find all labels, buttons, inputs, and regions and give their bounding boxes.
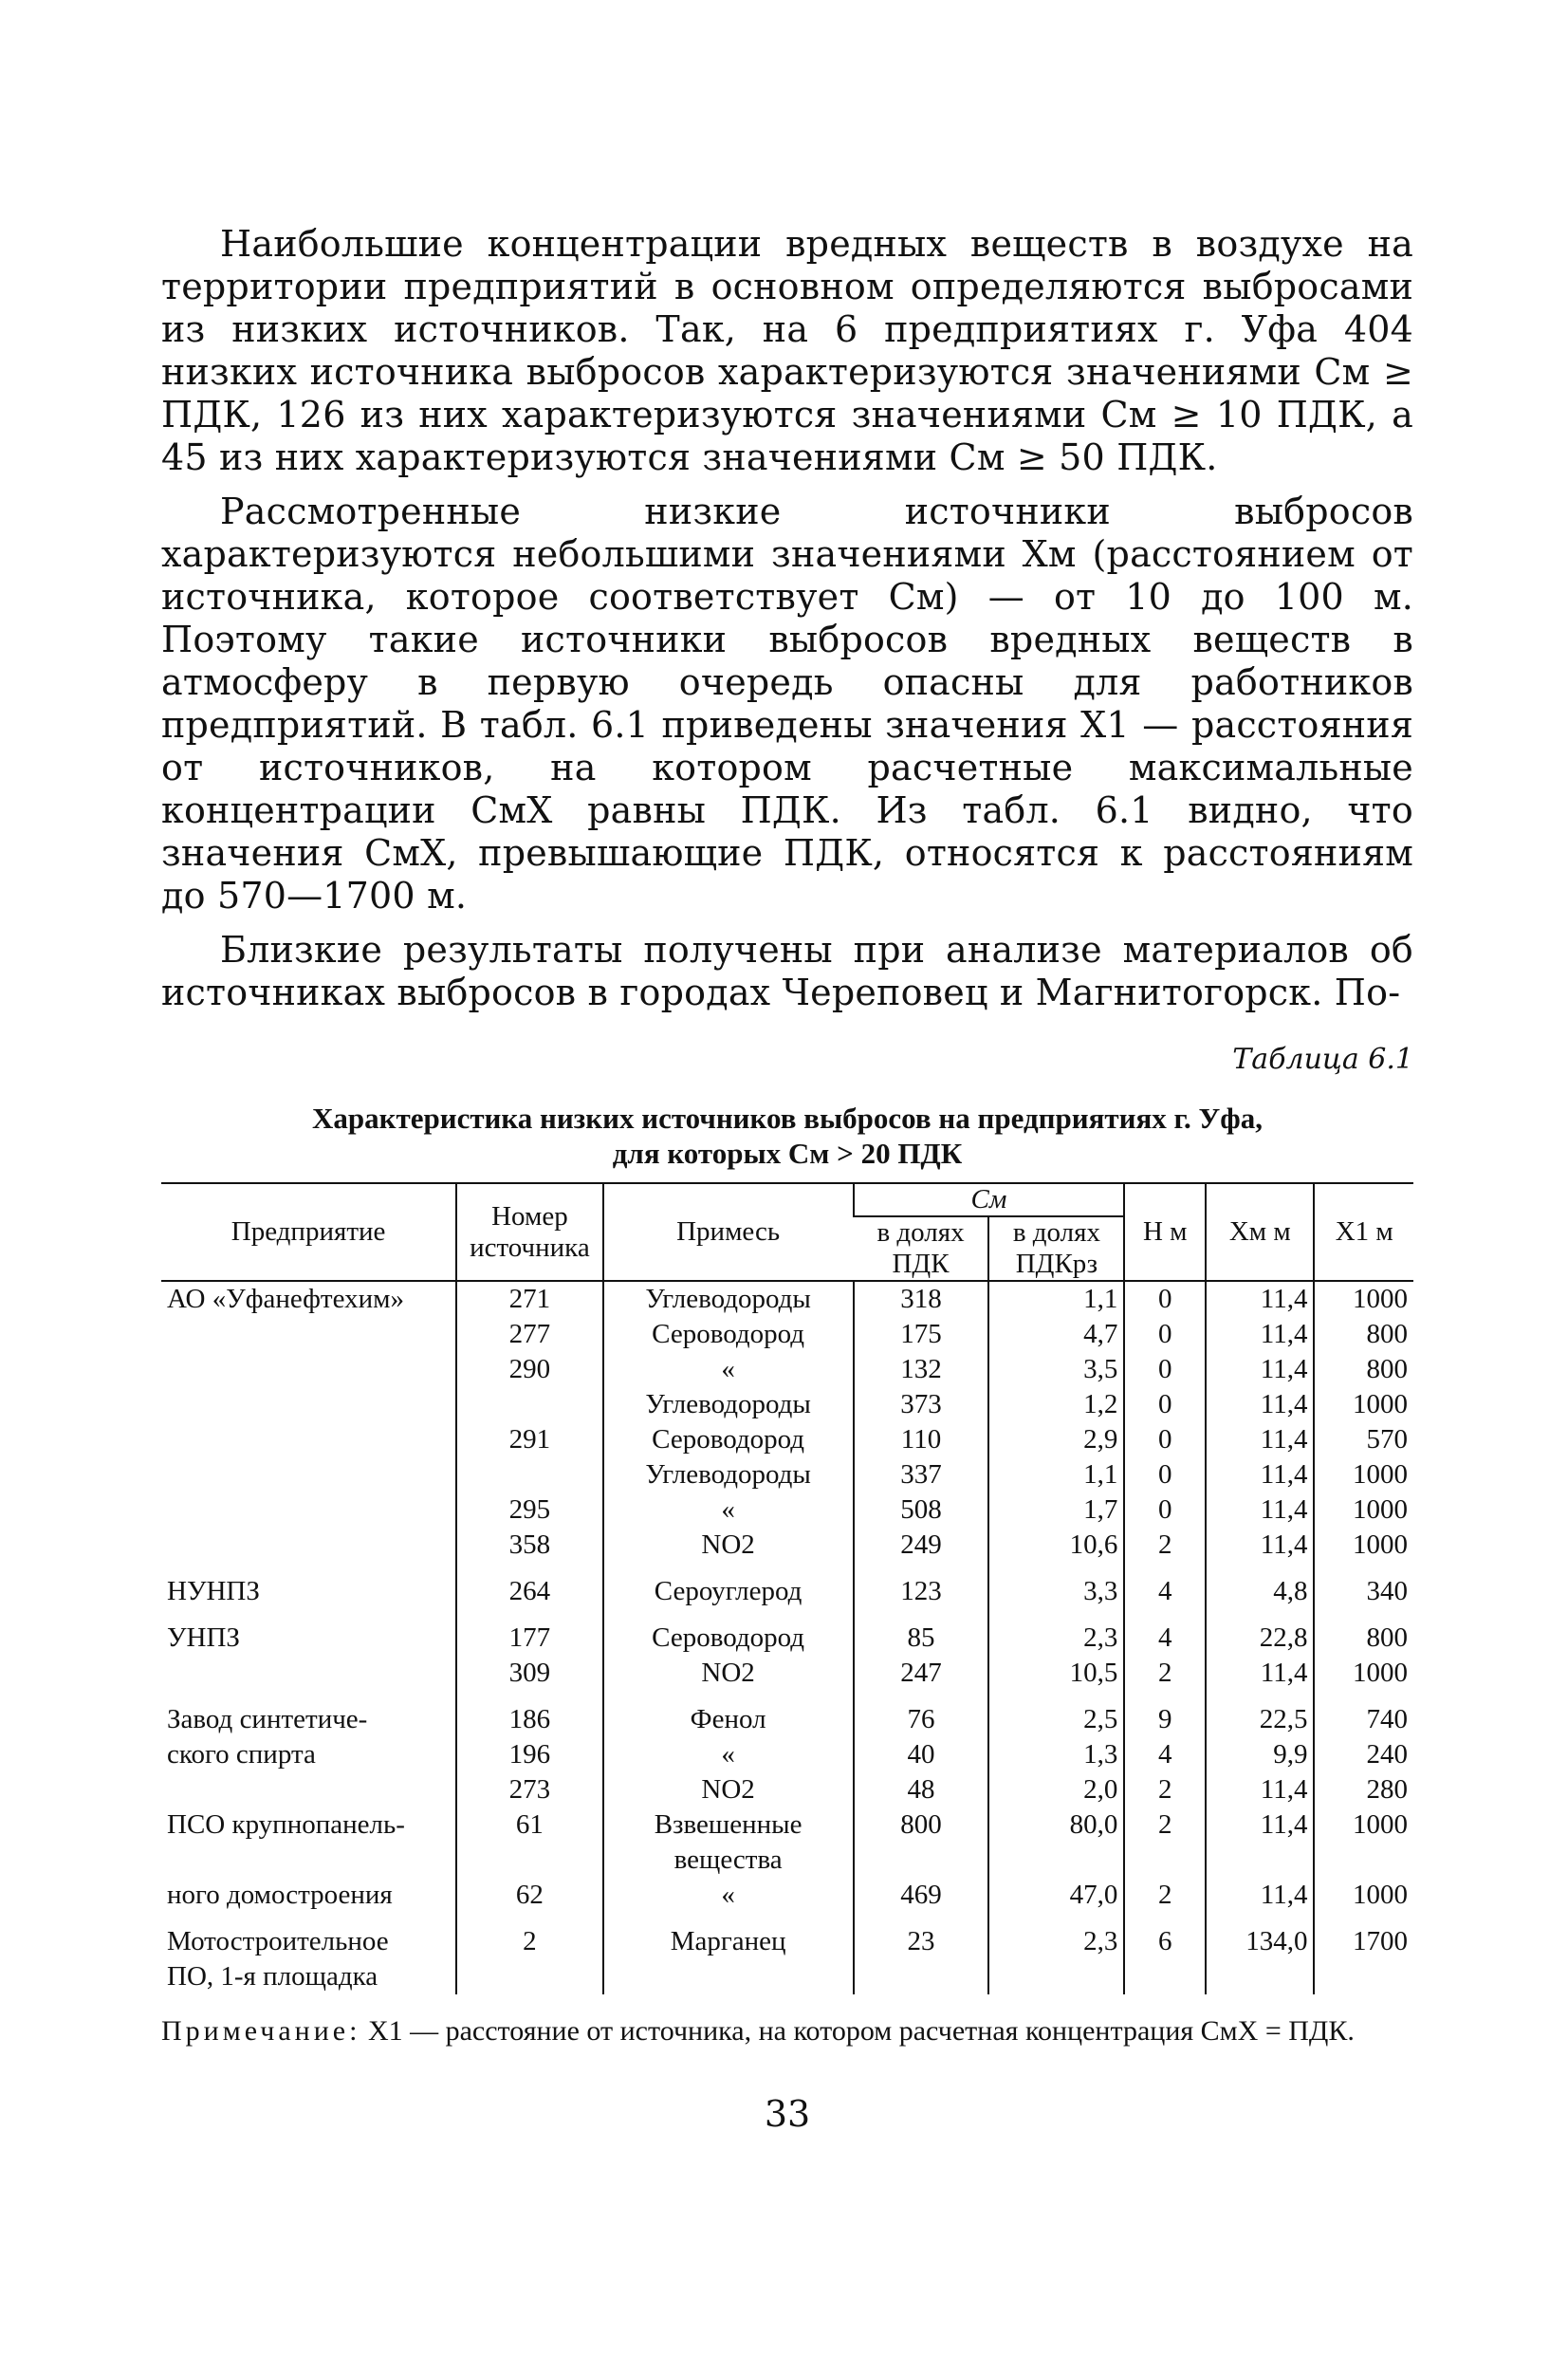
- cell-x1: 800: [1314, 1609, 1413, 1656]
- cell-cm-pdk: 85: [854, 1609, 989, 1656]
- cell-h: 2: [1124, 1772, 1206, 1807]
- cell-h: 0: [1124, 1281, 1206, 1317]
- cell-impurity: Сероводород: [603, 1609, 854, 1656]
- cell-cm-pdk: 132: [854, 1352, 989, 1387]
- cell-xm: 11,4: [1206, 1422, 1314, 1457]
- cell-h: 0: [1124, 1317, 1206, 1352]
- cell-h: 0: [1124, 1422, 1206, 1457]
- cell-impurity: «: [603, 1737, 854, 1772]
- cell-impurity: Углеводороды: [603, 1387, 854, 1422]
- table-row: [161, 1492, 1413, 1528]
- table-row: [161, 1281, 1413, 1317]
- cell-cm-pdkrz: 1,3: [988, 1737, 1124, 1772]
- cell-enterprise: [161, 1317, 456, 1352]
- cell-cm-pdkrz: 2,9: [988, 1422, 1124, 1457]
- cell-impurity: NO2: [603, 1528, 854, 1563]
- cell-impurity: [603, 1959, 854, 1994]
- cell-xm: 11,4: [1206, 1492, 1314, 1528]
- cell-cm-pdk: 40: [854, 1737, 989, 1772]
- table-row: [161, 1878, 1413, 1913]
- cell-xm: 11,4: [1206, 1807, 1314, 1878]
- paragraph-2: Рассмотренные низкие источники выбросов характеризуются небольшими значениями Xм (расстоянием от источника, которое соответствует Cм) — от 10 до 100 м. Поэтому такие источники выбросов вредных веществ в атмосферу в первую очередь опасны для работников предприятий. В табл. 6.1 приведены значения X1 — расстояния от источников, на котором расчетные максимальные концентрации CмX равны ПДК. Из табл. 6.1 видно, что значения CмX, превышающие ПДК, относятся к расстояниям до 570—1700 м.: [161, 491, 1413, 917]
- cell-x1: 1000: [1314, 1807, 1413, 1878]
- cell-x1: 1000: [1314, 1528, 1413, 1563]
- cell-x1: 280: [1314, 1772, 1413, 1807]
- cell-cm-pdk: 508: [854, 1492, 989, 1528]
- cell-source: [456, 1457, 603, 1492]
- note-label: Примечание:: [161, 2015, 361, 2047]
- table-body: [161, 1281, 1413, 1994]
- table-row: [161, 1656, 1413, 1691]
- cell-enterprise: [161, 1422, 456, 1457]
- cell-enterprise: Завод синтетиче-: [167, 1704, 368, 1734]
- cell-h: [1124, 1959, 1206, 1994]
- header-x1: X1 м: [1314, 1183, 1413, 1281]
- cell-enterprise: Мотостроительное: [167, 1926, 389, 1956]
- table-row: [161, 1737, 1413, 1772]
- cell-impurity: Сероводород: [603, 1422, 854, 1457]
- cell-cm-pdkrz: 3,5: [988, 1352, 1124, 1387]
- cell-xm: [1206, 1959, 1314, 1994]
- cell-source: 295: [456, 1492, 603, 1528]
- cell-h: 2: [1124, 1528, 1206, 1563]
- cell-source: 177: [456, 1609, 603, 1656]
- cell-x1: 1000: [1314, 1387, 1413, 1422]
- cell-cm-pdkrz: 1,1: [988, 1457, 1124, 1492]
- cell-xm: 11,4: [1206, 1281, 1314, 1317]
- header-source-number: Номер источника: [456, 1183, 603, 1281]
- table-row: [161, 1807, 1413, 1878]
- cell-source: 290: [456, 1352, 603, 1387]
- header-cm-pdkrz: в долях ПДКрз: [988, 1216, 1124, 1281]
- table-title: [161, 1101, 1413, 1171]
- cell-cm-pdk: 469: [854, 1878, 989, 1913]
- cell-h: 4: [1124, 1737, 1206, 1772]
- cell-h: 4: [1124, 1563, 1206, 1609]
- cell-cm-pdkrz: 10,6: [988, 1528, 1124, 1563]
- cell-x1: 800: [1314, 1317, 1413, 1352]
- cell-cm-pdkrz: [988, 1959, 1124, 1994]
- cell-source: 309: [456, 1656, 603, 1691]
- cell-enterprise: [161, 1492, 456, 1528]
- cell-h: 2: [1124, 1807, 1206, 1878]
- cell-source: 291: [456, 1422, 603, 1457]
- cell-xm: 11,4: [1206, 1528, 1314, 1563]
- cell-x1: 740: [1314, 1691, 1413, 1737]
- header-h: H м: [1124, 1183, 1206, 1281]
- cell-h: 0: [1124, 1457, 1206, 1492]
- table-note: [161, 2013, 1413, 2049]
- cell-h: 0: [1124, 1387, 1206, 1422]
- table-row: [161, 1913, 1413, 1959]
- cell-cm-pdk: 23: [854, 1913, 989, 1959]
- cell-x1: 1000: [1314, 1492, 1413, 1528]
- cell-impurity: NO2: [603, 1772, 854, 1807]
- cell-cm-pdk: 247: [854, 1656, 989, 1691]
- cell-cm-pdkrz: 10,5: [988, 1656, 1124, 1691]
- cell-enterprise: [161, 1656, 456, 1691]
- cell-x1: [1314, 1959, 1413, 1994]
- cell-x1: 1000: [1314, 1281, 1413, 1317]
- cell-cm-pdkrz: 2,0: [988, 1772, 1124, 1807]
- emissions-table: [161, 1182, 1413, 1994]
- cell-enterprise: ПО, 1-я площадка: [167, 1961, 378, 1992]
- cell-cm-pdkrz: 2,5: [988, 1691, 1124, 1737]
- cell-x1: 340: [1314, 1563, 1413, 1609]
- table-title-line-2: для которых Cм > 20 ПДК: [612, 1137, 963, 1170]
- cell-x1: 1700: [1314, 1913, 1413, 1959]
- cell-source: 61: [456, 1807, 603, 1878]
- cell-x1: 1000: [1314, 1457, 1413, 1492]
- header-xm: Xм м: [1206, 1183, 1314, 1281]
- cell-impurity: NO2: [603, 1656, 854, 1691]
- cell-source: 264: [456, 1563, 603, 1609]
- table-row: [161, 1772, 1413, 1807]
- cell-xm: 22,8: [1206, 1609, 1314, 1656]
- cell-enterprise: [161, 1352, 456, 1387]
- cell-cm-pdkrz: 47,0: [988, 1878, 1124, 1913]
- cell-h: 9: [1124, 1691, 1206, 1737]
- cell-xm: 11,4: [1206, 1317, 1314, 1352]
- table-row: [161, 1528, 1413, 1563]
- cell-impurity: Углеводороды: [603, 1457, 854, 1492]
- cell-source: [456, 1387, 603, 1422]
- cell-xm: 11,4: [1206, 1772, 1314, 1807]
- cell-xm: 134,0: [1206, 1913, 1314, 1959]
- cell-impurity: Марганец: [603, 1913, 854, 1959]
- cell-impurity: Углеводороды: [603, 1281, 854, 1317]
- table-row: [161, 1457, 1413, 1492]
- cell-cm-pdk: [854, 1959, 989, 1994]
- cell-x1: 1000: [1314, 1878, 1413, 1913]
- cell-x1: 800: [1314, 1352, 1413, 1387]
- cell-cm-pdkrz: 1,7: [988, 1492, 1124, 1528]
- cell-enterprise: [161, 1772, 456, 1807]
- page-number: 33: [764, 2093, 811, 2135]
- cell-source: 62: [456, 1878, 603, 1913]
- cell-cm-pdk: 76: [854, 1691, 989, 1737]
- note-text: X1 — расстояние от источника, на котором расчетная концентрация CмX = ПДК.: [367, 2015, 1355, 2047]
- table-row: [161, 1609, 1413, 1656]
- table-row: [161, 1317, 1413, 1352]
- cell-source: 273: [456, 1772, 603, 1807]
- cell-impurity: «: [603, 1352, 854, 1387]
- header-enterprise: Предприятие: [161, 1183, 456, 1281]
- cell-xm: 11,4: [1206, 1656, 1314, 1691]
- cell-cm-pdk: 318: [854, 1281, 989, 1317]
- table-row: [161, 1387, 1413, 1422]
- cell-enterprise: ного домостроения: [167, 1880, 393, 1910]
- cell-cm-pdkrz: 2,3: [988, 1913, 1124, 1959]
- page: [161, 223, 1413, 2135]
- cell-impurity: «: [603, 1492, 854, 1528]
- cell-source: 358: [456, 1528, 603, 1563]
- cell-source: 186: [456, 1691, 603, 1737]
- cell-cm-pdkrz: 2,3: [988, 1609, 1124, 1656]
- cell-impurity: Фенол: [603, 1691, 854, 1737]
- cell-enterprise: НУНПЗ: [167, 1576, 260, 1606]
- cell-source: [456, 1959, 603, 1994]
- cell-cm-pdkrz: 1,1: [988, 1281, 1124, 1317]
- cell-h: 2: [1124, 1878, 1206, 1913]
- cell-cm-pdk: 175: [854, 1317, 989, 1352]
- cell-cm-pdk: 123: [854, 1563, 989, 1609]
- cell-cm-pdkrz: 80,0: [988, 1807, 1124, 1878]
- cell-source: 277: [456, 1317, 603, 1352]
- cell-cm-pdk: 337: [854, 1457, 989, 1492]
- cell-xm: 4,8: [1206, 1563, 1314, 1609]
- cell-h: 0: [1124, 1352, 1206, 1387]
- cell-impurity: Взвешенные вещества: [603, 1807, 854, 1878]
- header-impurity: Примесь: [603, 1183, 854, 1281]
- cell-enterprise: ского спирта: [167, 1739, 316, 1770]
- cell-source: 196: [456, 1737, 603, 1772]
- cell-cm-pdk: 800: [854, 1807, 989, 1878]
- cell-x1: 570: [1314, 1422, 1413, 1457]
- cell-cm-pdkrz: 1,2: [988, 1387, 1124, 1422]
- cell-cm-pdkrz: 4,7: [988, 1317, 1124, 1352]
- paragraph-1: Наибольшие концентрации вредных веществ в воздухе на территории предприятий в основном определяются выбросами из низких источников. Так, на 6 предприятиях г. Уфа 404 низких источника выбросов характеризуются значениями Cм ≥ ПДК, 126 из них характеризуются значениями Cм ≥ 10 ПДК, а 45 из них характеризуются значениями Cм ≥ 50 ПДК.: [161, 223, 1413, 478]
- cell-xm: 11,4: [1206, 1387, 1314, 1422]
- cell-enterprise: ПСО крупнопанель-: [167, 1809, 405, 1840]
- cell-xm: 11,4: [1206, 1352, 1314, 1387]
- cell-enterprise: [161, 1387, 456, 1422]
- cell-x1: 240: [1314, 1737, 1413, 1772]
- cell-h: 4: [1124, 1609, 1206, 1656]
- cell-enterprise: АО «Уфанефтехим»: [167, 1284, 404, 1314]
- cell-cm-pdk: 373: [854, 1387, 989, 1422]
- cell-xm: 9,9: [1206, 1737, 1314, 1772]
- cell-xm: 22,5: [1206, 1691, 1314, 1737]
- cell-source: 2: [456, 1913, 603, 1959]
- cell-cm-pdk: 48: [854, 1772, 989, 1807]
- table-number: Таблица 6.1: [1232, 1043, 1413, 1076]
- cell-impurity: «: [603, 1878, 854, 1913]
- table-row: [161, 1959, 1413, 1994]
- cell-enterprise: [161, 1457, 456, 1492]
- table-row: [161, 1422, 1413, 1457]
- cell-xm: 11,4: [1206, 1457, 1314, 1492]
- header-cm: Cм: [854, 1183, 1125, 1216]
- table-title-line-1: Характеристика низких источников выбросов на предприятиях г. Уфа,: [311, 1102, 1264, 1135]
- cell-h: 0: [1124, 1492, 1206, 1528]
- table-row: [161, 1563, 1413, 1609]
- cell-cm-pdk: 110: [854, 1422, 989, 1457]
- cell-xm: 11,4: [1206, 1878, 1314, 1913]
- cell-x1: 1000: [1314, 1656, 1413, 1691]
- cell-source: 271: [456, 1281, 603, 1317]
- cell-cm-pdkrz: 3,3: [988, 1563, 1124, 1609]
- paragraph-3: Близкие результаты получены при анализе материалов об источниках выбросов в городах Череповец и Магнитогорск. По-: [161, 929, 1413, 1013]
- table-row: [161, 1352, 1413, 1387]
- header-cm-pdk: в долях ПДК: [876, 1217, 965, 1279]
- cell-enterprise: УНПЗ: [167, 1622, 240, 1653]
- cell-enterprise: [161, 1528, 456, 1563]
- cell-h: 2: [1124, 1656, 1206, 1691]
- table-row: [161, 1691, 1413, 1737]
- cell-cm-pdk: 249: [854, 1528, 989, 1563]
- cell-h: 6: [1124, 1913, 1206, 1959]
- cell-impurity: Сероводород: [603, 1317, 854, 1352]
- cell-impurity: Сероуглерод: [603, 1563, 854, 1609]
